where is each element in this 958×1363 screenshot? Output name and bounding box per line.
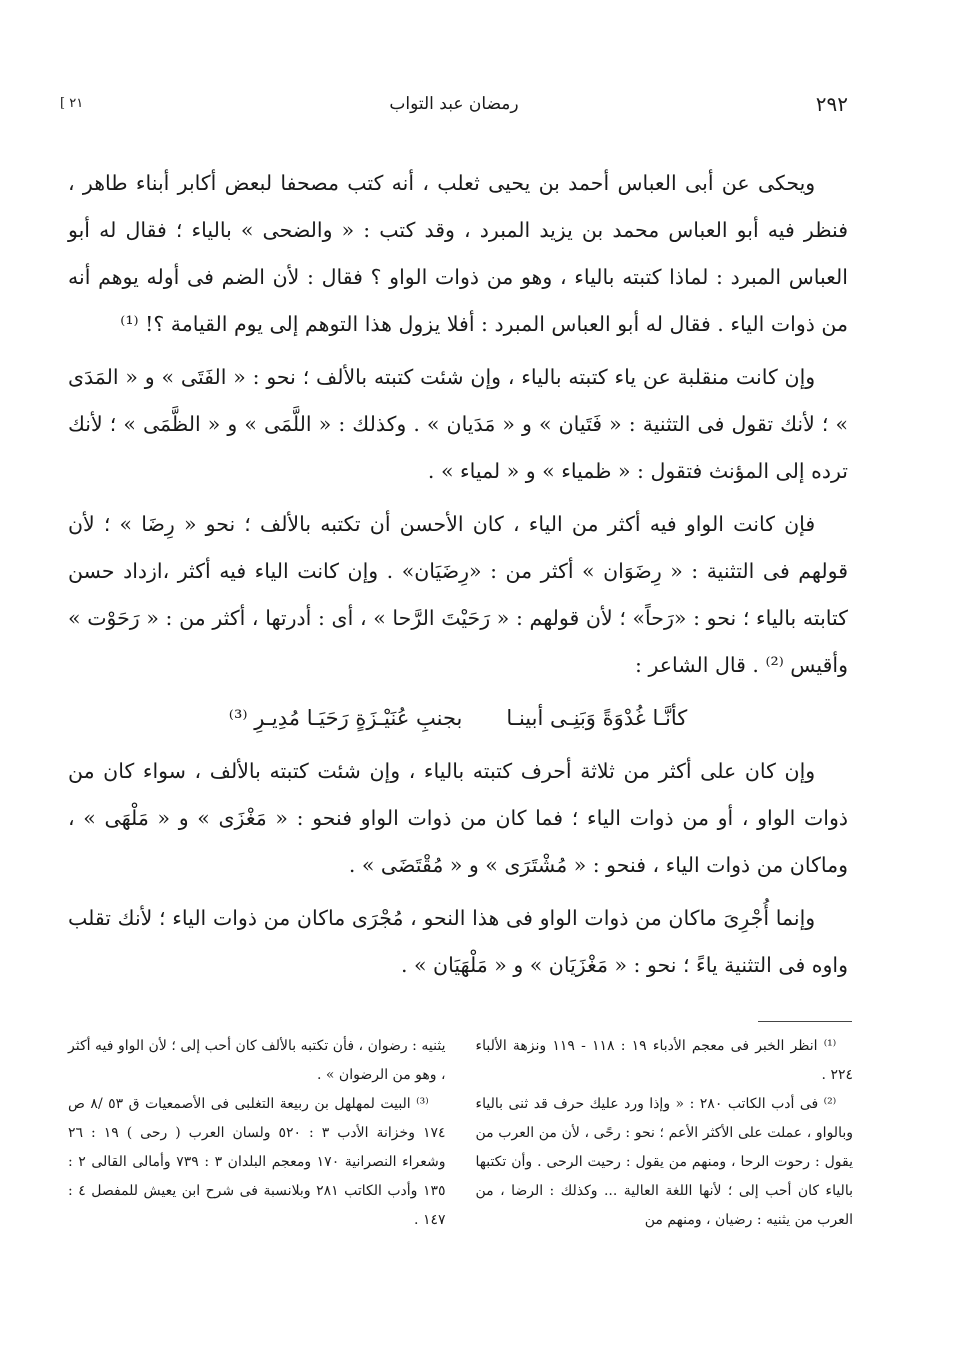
- paragraph-4: وإن كان على أكثر من ثلاثة أحرف كتبته بالياء ، وإن شئت كتبته بالألف ، سواء كان من ذوات الواو ، أو من ذوات الياء ؛ فما كان من ذوات الواو فنحو : « مَغْزَى » و « مَلْهَى » ، وماكان من ذوات الياء ، فنحو : « مُشْتَرَى » و « مُقْتَضَى » .: [68, 759, 848, 877]
- footnote-2-continuation: يثنيه : رضوان ، فأن تكتبه بالألف كان أحب إلى ؛ لأن الواو فيه أكثر ، وهو من الرضوان » .: [68, 1038, 446, 1083]
- paragraph-5: وإنما أُجْرِىَ ماكان من ذوات الواو فى هذا النحو ، مُجْرَى ماكان من ذوات الياء ؛ لأنك تقلب واوه فى التثنية ياءً ؛ نحو : « مَغْزَيَان » و « مَلْهَيَان » .: [68, 906, 848, 977]
- footnotes-right-column: [476, 1032, 854, 1235]
- paragraph-1: ويحكى عن أبى العباس أحمد بن يحيى ثعلب ، أنه كتب مصحفا لبعض أكابر أبناء طاهر ، فنظر فيه أبو العباس محمد بن يزيد المبرد ، وقد كتب : « والضحى » بالياء ؛ فقال له أبو العباس المبرد : لماذا كتبته بالياء ، وهو من ذوات الواو ؟ فقال : لأن الضم فى أوله يوهم أنه من ذوات الياء . فقال له أبو العباس المبرد : أفلا يزول هذا التوهم إلى يوم القيامة ؟! ⁽¹⁾: [68, 171, 848, 336]
- section-mark: ٢١ ]: [60, 96, 84, 111]
- footnote-3: ⁽³⁾ البيت لمهلهل بن ربيعة التغلبى فى الأصمعيات ق ٥٣ /٨ ص ١٧٤ وخزانة الأدب ٣ : ٥٢٠ ولسان العرب ( رحى ) ١٩ : ٢٦ وشعراء النصرانية ١٧٠ ومعجم البلدان ٣ : ٧٣٩ وأمالى القالى ٢ : ١٣٥ وأدب الكاتب ٢٨١ وبلانسبة فى شرح ابن يعيش للمفصل ٤ : ١٤٧ .: [68, 1096, 446, 1228]
- poetry-verse: [68, 695, 848, 742]
- footnotes-left-column: [68, 1032, 446, 1235]
- verse-first-hemistich: كأنَّـا غُدْوَةً وَبَنِـى أبينـا: [506, 706, 688, 730]
- footnote-2: ⁽²⁾ فى أدب الكاتب ٢٨٠ : « وإذا ورد عليك حرف قد ثنى بالياء وبالواو ، عملت على الأكثر الأعم ؛ نحو : رحًى ، لأن من العرب من يقول : رحوت الرحا ، ومنهم من يقول : رحيت الرحى . وأن تكتبها بالياء كان أحب إلى ؛ لأنها اللغة العالية ... وكذلك : الرضا ، من العرب من يثنيه : رضيان ، ومنهم من: [475, 1096, 853, 1228]
- page-header: [60, 92, 848, 122]
- footnotes: [68, 1032, 853, 1235]
- footnote-1: ⁽¹⁾ انظر الخبر فى معجم الأدباء ١٩ : ١١٨ - ١١٩ ونزهة الألباء ٢٢٤ .: [475, 1038, 853, 1083]
- paragraph-3: فإن كانت الواو فيه أكثر من الياء ، كان الأحسن أن تكتبه بالألف ؛ نحو « رِضَا » ؛ لأن قولهم فى التثنية : « رِضَوَان » أكثر من : «رِضَيَان» . وإن كانت الياء فيه أكثر ،ازداد حسن كتابته بالياء ؛ نحو : «رَحاً» ؛ لأن قولهم : « رَحَيْتَ الرَّحا » ، أى : أدرتها ، أكثر من : « رَحَوْت » وأقيس ⁽²⁾ . قال الشاعر :: [68, 512, 848, 677]
- page-number: ٢٩٢: [815, 92, 848, 116]
- verse-second-hemistich: بجنبِ عُنَيْـزَةٍ رَحَيَـا مُدِيـرِ ⁽³⁾: [228, 706, 463, 730]
- paragraph-2: وإن كانت منقلبة عن ياء كتبته بالياء ، وإن شئت كتبته بالألف ؛ نحو : « الفَتَى » و « المَدَى » ؛ لأنك تقول فى التثنية : « فَتَيان » و « مَدَيان » . وكذلك : « اللَّمَى » و « الظَّمَى » ؛ لأنك ترده إلى المؤنث فتقول : « ظمياء » و « لمياء » .: [68, 365, 848, 483]
- footnote-separator: [758, 1021, 852, 1022]
- main-text: [68, 160, 848, 995]
- running-title: رمضان عبد التواب: [389, 94, 519, 114]
